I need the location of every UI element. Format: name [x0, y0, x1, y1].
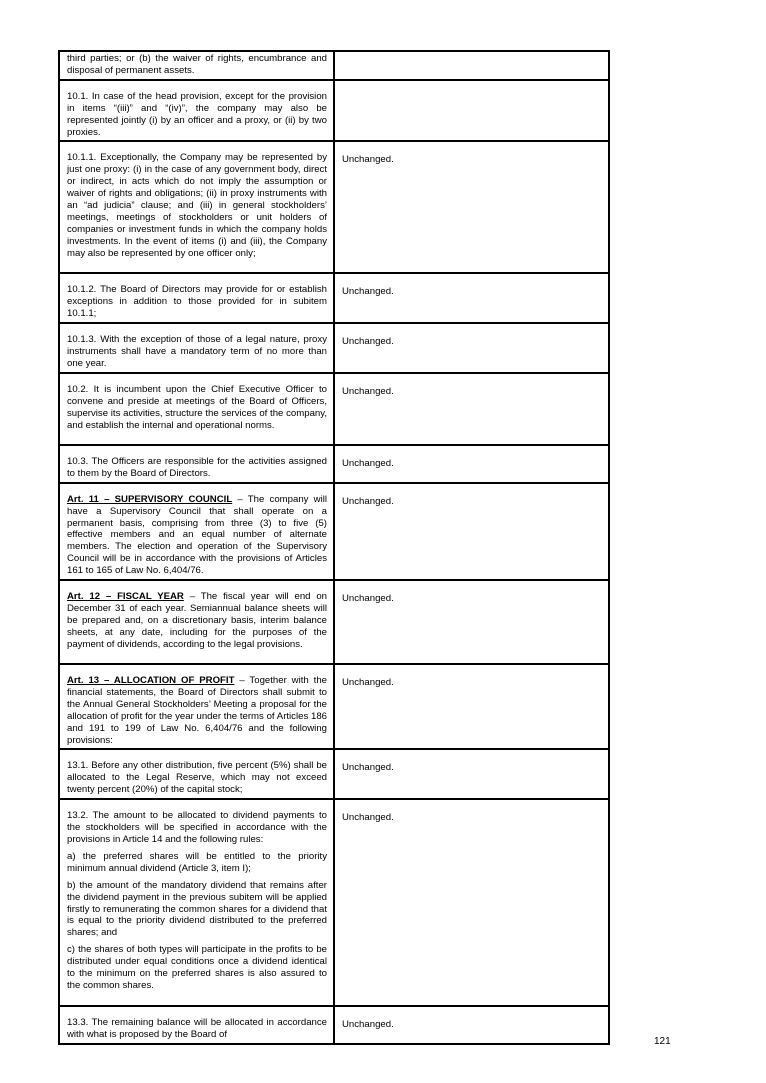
table-row — [59, 323, 609, 373]
proposed-text-cell: Unchanged. — [334, 749, 609, 799]
page-number: 121 — [654, 1036, 671, 1047]
proposed-text-cell: Unchanged. — [334, 141, 609, 273]
current-text-cell: 10.1.1. Exceptionally, the Company may be represented by just one proxy: (i) in the case of any government body, direct or indirect, in acts which do not imply the assumption or waiver of rights and obligations; (ii) in proxy instruments with an “ad judicia” clause; and (iii) in general stockholders’ meetings, meetings of stockholders or unit holders of companies or investment funds in which the company holds investments. In the event of items (i) and (iii), the Company may also be represented by one officer only; — [59, 141, 334, 273]
proposed-text-cell: Unchanged. — [334, 373, 609, 445]
current-text-cell: third parties; or (b) the waiver of rights, encumbrance and disposal of permanent assets. — [59, 51, 334, 80]
table-row — [59, 80, 609, 142]
proposed-text-cell: Unchanged. — [334, 580, 609, 664]
proposed-text-cell: Unchanged. — [334, 1006, 609, 1044]
bylaws-comparison-table — [58, 50, 610, 1045]
table-row — [59, 483, 609, 580]
paragraph: 13.2. The amount to be allocated to dividend payments to the stockholders will be specified in accordance with the provisions in Article 14 and the following rules: — [67, 810, 327, 845]
table-row — [59, 580, 609, 664]
article-heading: Art. 11 – SUPERVISORY COUNCIL — [67, 493, 233, 505]
table-row — [59, 664, 609, 749]
current-text-cell: 13.3. The remaining balance will be allocated in accordance with what is proposed by the Board of — [59, 1006, 334, 1044]
current-text-cell — [59, 483, 334, 580]
proposed-text-cell — [334, 51, 609, 80]
table-row — [59, 273, 609, 323]
proposed-text-cell: Unchanged. — [334, 273, 609, 323]
article-body: – Together with the financial statements, the Board of Directors shall submit to the Annual General Stockholders’ Meeting a proposal for the allocation of profit for the year under the terms of Articles 186 and 191 to 199 of Law No. 6,404/76 and the following provisions: — [67, 675, 328, 746]
table-row — [59, 749, 609, 799]
paragraph: a) the preferred shares will be entitled to the priority minimum annual dividend (Article 3, item I); — [67, 850, 327, 874]
current-text-cell: 10.1.3. With the exception of those of a legal nature, proxy instruments shall have a mandatory term of no more than one year. — [59, 323, 334, 373]
proposed-text-cell: Unchanged. — [334, 664, 609, 749]
table-row — [59, 445, 609, 483]
paragraph: c) the shares of both types will participate in the profits to be distributed under equal conditions once a dividend identical to the minimum on the preferred shares is also assured to the common shares. — [67, 944, 327, 991]
current-text-cell — [59, 580, 334, 664]
proposed-text-cell: Unchanged. — [334, 445, 609, 483]
table-row — [59, 799, 609, 1006]
current-text-cell — [59, 664, 334, 749]
proposed-text-cell: Unchanged. — [334, 323, 609, 373]
proposed-text-cell: Unchanged. — [334, 483, 609, 580]
paragraph: b) the amount of the mandatory dividend that remains after the dividend payment in the previous subitem will be applied firstly to remunerating the common shares for a dividend that is equal to the priority dividend distributed to the preferred shares; and — [67, 879, 327, 939]
table-row — [59, 373, 609, 445]
table-row — [59, 141, 609, 273]
table-row — [59, 51, 609, 80]
article-heading: Art. 13 – ALLOCATION OF PROFIT — [67, 675, 235, 687]
current-text-cell: 13.1. Before any other distribution, five percent (5%) shall be allocated to the Legal Reserve, which may not exceed twenty percent (20%) of the capital stock; — [59, 749, 334, 799]
table-row — [59, 1006, 609, 1044]
article-body: – The fiscal year will end on December 31 of each year. Semiannual balance sheets will be prepared and, on a discretionary basis, interim balance sheets, at any date, including for the purposes of the payment of dividends, according to the legal provisions. — [67, 591, 328, 650]
proposed-text-cell — [334, 80, 609, 142]
current-text-cell: 10.3. The Officers are responsible for the activities assigned to them by the Board of Directors. — [59, 445, 334, 483]
current-text-cell: 10.1.2. The Board of Directors may provide for or establish exceptions in addition to those provided for in subitem 10.1.1; — [59, 273, 334, 323]
article-heading: Art. 12 – FISCAL YEAR — [67, 591, 184, 603]
current-text-cell — [59, 799, 334, 1006]
article-body: – The company will have a Supervisory Council that shall operate on a permanent basis, comprising from three (3) to five (5) effective members and an equal number of alternate members. The election and operation of the Supervisory Council will be in accordance with the provisions of Articles 161 to 165 of Law No. 6,404/76. — [67, 493, 328, 577]
current-text-cell: 10.1. In case of the head provision, except for the provision in items “(iii)” and “(iv)”, the company may also be represented jointly (i) by an officer and a proxy, or (ii) by two proxies. — [59, 80, 334, 142]
proposed-text-cell: Unchanged. — [334, 799, 609, 1006]
current-text-cell: 10.2. It is incumbent upon the Chief Executive Officer to convene and preside at meetings of the Board of Officers, supervise its activities, structure the services of the company, and establish the internal and operational norms. — [59, 373, 334, 445]
